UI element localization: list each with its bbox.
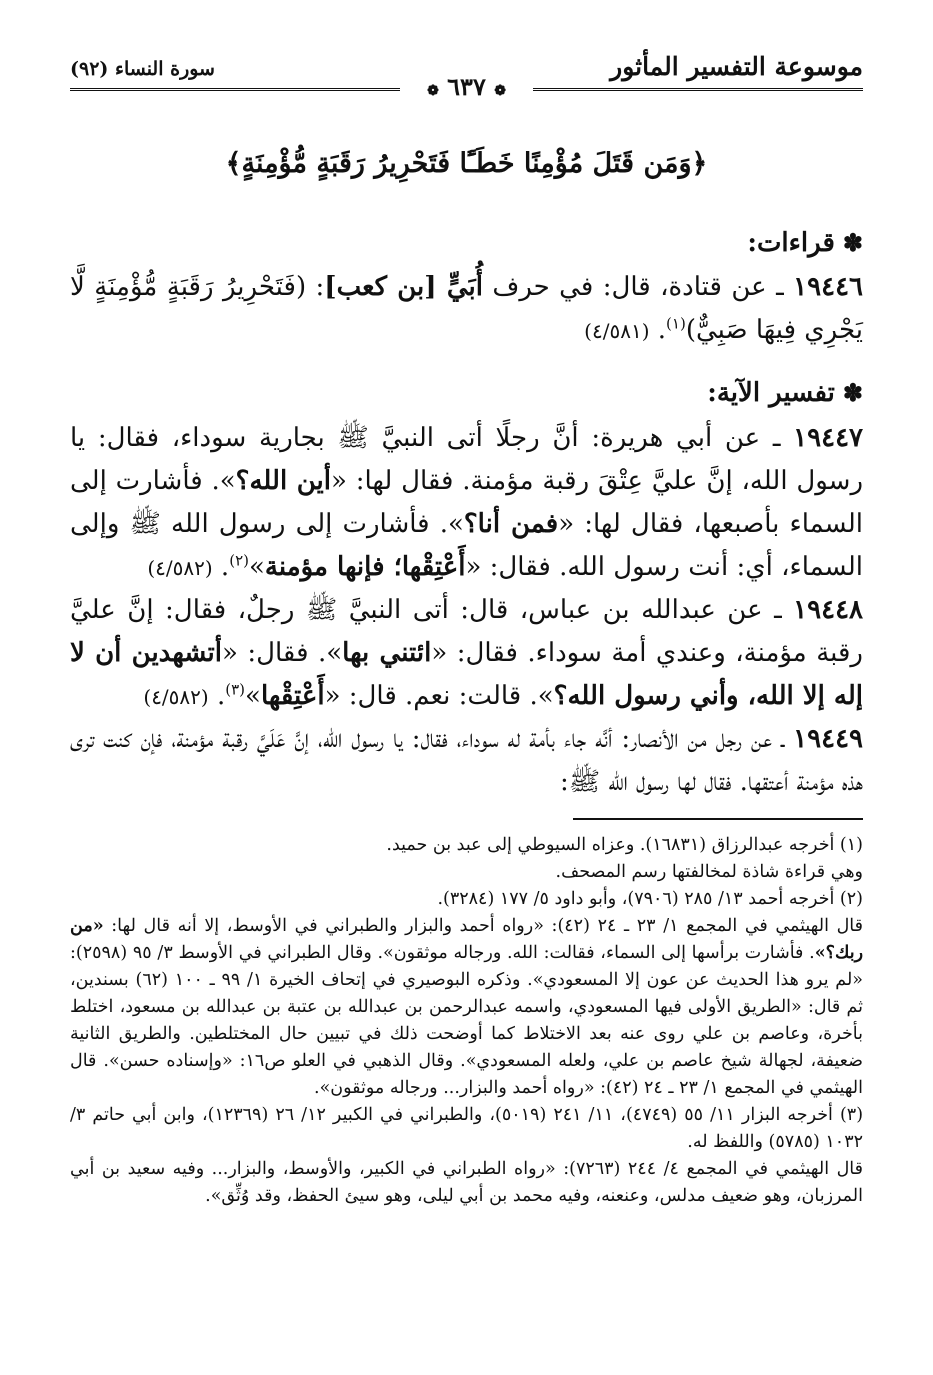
footnote-text: قال الهيثمي في المجمع ١/ ٢٣ ـ ٢٤ (٤٢): «رواه أحمد والبزار والطبراني في الأوسط، إلا أنه قال لها: <box>103 916 863 936</box>
entry-bold-text: أَعْتِقْها <box>260 681 325 711</box>
entry-number: ١٩٤٤٨ <box>793 595 863 625</box>
volume-reference: (٤/٥٨٢) <box>147 556 213 580</box>
section-title: تفسير الآية: <box>707 378 835 408</box>
entry-text: . <box>208 681 226 711</box>
entry-bold-text: أتشهدين أن لا إله إلا الله، وأني رسول الله؟ <box>70 638 863 711</box>
ornament-icon: ❁ <box>427 83 439 99</box>
entry-19447 <box>70 417 863 590</box>
page-number: ٦٣٧ <box>447 72 486 101</box>
footnote-divider <box>573 818 863 820</box>
section-heading-qiraat <box>747 228 863 258</box>
footnote-marker: (١) <box>666 314 686 333</box>
footnote-bold-text: «من ربك؟» <box>70 916 864 963</box>
entry-text: ـ عن قتادة، قال: في حرف <box>482 272 794 302</box>
entry-bold-text: فمن أنا؟ <box>463 509 559 539</box>
entry-19449 <box>70 718 863 804</box>
footnote-line: (٢) أخرجه أحمد ١٣/ ٢٨٥ (٧٩٠٦)، وأبو داود ٥/ ١٧٧ (٣٢٨٤). <box>437 889 863 909</box>
entry-number: ١٩٤٤٩ <box>793 724 863 754</box>
entry-bold-text: ائتني بها <box>342 638 432 668</box>
footnote-marker: (٢) <box>229 551 249 570</box>
entry-text: ـ عن رجل من الأنصار: أنَّه جاء بأمة له سوداء، فقال: يا رسول الله، إنَّ عَلَيَّ رقبة مؤمنة، فإن كنت ترى هذه مؤمنة أعتقها. فقال لها رسول الله ﷺ: <box>70 724 863 797</box>
quran-verse: ﴿وَمَن قَتَلَ مُؤْمِنًا خَطَـًٔا فَتَحْرِيرُ رَقَبَةٍ مُّؤْمِنَةٍ﴾ <box>225 148 708 179</box>
footnote-1 <box>70 832 863 1210</box>
volume-reference: (٤/٥٨٢) <box>143 685 209 709</box>
entry-text: ـ عن عبدالله بن عباس، قال: أتى النبيَّ ﷺ رجلٌ، فقال: إنَّ عليَّ رقبة مؤمنة، وعندي أمة سوداء. فقال: « <box>70 595 863 668</box>
entry-19446 <box>70 266 863 353</box>
book-title: موسوعة التفسير المأثور <box>610 52 863 81</box>
section-heading-tafsir <box>707 378 863 408</box>
surah-label: سورة النساء (٩٢) <box>70 58 215 80</box>
entry-text: : (فَتَحْرِيرُ رَقَبَةٍ مُّؤْمِنَةٍ لَّا يَجْرِي فِيهَا صَبِيٌّ) <box>70 272 863 345</box>
footnote-text: . فأشارت برأسها إلى السماء، فقالت: الله. ورجاله موثقون». وقال الطبراني في الأوسط ٣/ ٩٥ (٢٥٩٨): «لم يرو هذا الحديث عن عون إلا المسعودي». وذكره البوصيري في إتحاف الخيرة ١/ ٩٩ ـ ١٠٠ (٦٢) بسندين، ثم قال: «الطريق الأولى فيها المسعودي، واسمه عبدالرحمن بن عبدالله بن عتبة بن عبدالله بن مسعود، اختلط بأخرة، وعاصم بن علي روى عنه بعد الاختلاط كما أوضحت ذلك في تبيين حال المختلطين. والطريق الثانية ضعيفة، لجهالة شيخ عاصم بن علي، ولعله المسعودي». وقال الذهبي في العلو ص١٦: «وإسناده حسن». قال الهيثمي في المجمع ١/ ٢٣ ـ ٢٤ (٤٢): «رواه أحمد والبزار... ورجاله موثقون». <box>70 943 863 1098</box>
footnote-line: وهي قراءة شاذة لمخالفتها رسم المصحف. <box>555 862 863 882</box>
footnote-line: قال الهيثمي في المجمع ٤/ ٢٤٤ (٧٢٦٣): «رواه الطبراني في الكبير، والأوسط، والبزار... وفيه سعيد بن أبي المرزبان، وهو ضعيف مدلس، وعنعنه، وفيه محمد بن أبي ليلى، وهو سيئ الحفظ، وقد وُثِّق». <box>70 1159 863 1206</box>
footnote-line: (١) أخرجه عبدالرزاق (١٦٨٣١). وعزاه السيوطي إلى عبد بن حميد. <box>386 835 863 855</box>
footnote-paragraph <box>70 913 863 1102</box>
volume-reference: (٤/٥٨١) <box>584 319 650 343</box>
ornament-icon: ❁ <box>494 83 506 99</box>
entry-text: ـ عن أبي هريرة: أنَّ رجلًا أتى النبيَّ ﷺ بجارية سوداء، فقال: يا رسول الله، إنَّ عليَّ عِتْقَ رقبة مؤمنة. فقال لها: « <box>70 423 864 496</box>
entry-text: . <box>212 552 230 582</box>
entry-bold-text: أَعْتِقْها؛ فإنها مؤمنة <box>264 552 466 582</box>
footnote-marker: (٣) <box>225 680 246 699</box>
entry-bold-text: أُبَيٍّ [بن كعب] <box>324 272 483 302</box>
entry-bold-text: أين الله؟ <box>235 466 331 496</box>
header-rule-left <box>70 88 400 91</box>
entry-19448 <box>70 589 863 719</box>
flower-bullet-icon: ✽ <box>842 378 863 407</box>
entry-text: ». قالت: نعم. قال: « <box>324 681 554 711</box>
header-rule-right <box>533 88 863 91</box>
flower-bullet-icon: ✽ <box>842 228 863 257</box>
entry-text: . <box>649 315 667 345</box>
page-header <box>70 52 863 100</box>
entry-text: » <box>245 681 261 711</box>
entry-number: ١٩٤٤٦ <box>793 272 863 302</box>
entry-text: ». فأشارت إلى السماء بأصبعها، فقال لها: « <box>70 466 863 539</box>
footnote-line: (٣) أخرجه البزار ١١/ ٥٥ (٤٧٤٩)، ١١/ ٢٤١ (٥٠١٩)، والطبراني في الكبير ١٢/ ٢٦ (١٢٣٦٩)، وابن أبي حاتم ٣/ ١٠٣٢ (٥٧٨٥) واللفظ له. <box>70 1105 864 1152</box>
entry-text: » <box>248 552 265 582</box>
entry-text: ». فقال: « <box>221 638 343 668</box>
section-title: قراءات: <box>747 228 835 258</box>
page-number-block <box>427 72 506 101</box>
entry-text: ». فأشارت إلى رسول الله ﷺ وإلى السماء، أي: أنت رسول الله. فقال: « <box>70 509 863 582</box>
entry-number: ١٩٤٤٧ <box>793 423 863 453</box>
